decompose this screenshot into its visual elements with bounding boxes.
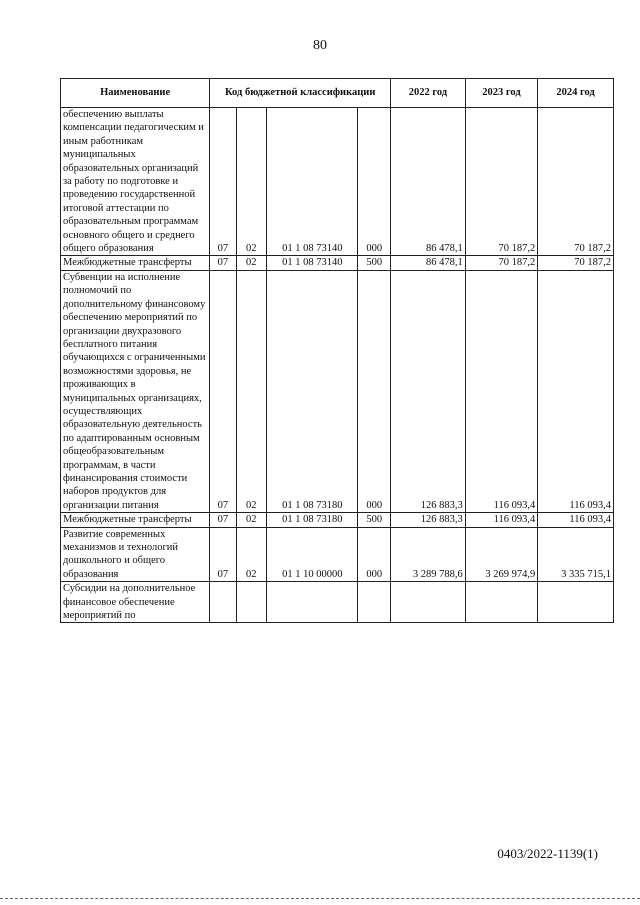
row-value-2024: 116 093,4 [538,270,614,512]
table-row [61,270,614,512]
table-header-row [61,79,614,108]
row-value-2023: 116 093,4 [465,513,538,527]
row-target-article: 01 1 08 73140 [267,256,358,270]
row-subsection: 02 [236,270,266,512]
row-target-article: 01 1 10 00000 [267,527,358,582]
row-value-2023: 70 187,2 [465,108,538,256]
document-registration-code: 0403/2022-1139(1) [497,846,598,861]
row-subsection: 02 [236,513,266,527]
row-name: Субвенции на исполнение полномочий по дополнительному финансовому обеспечению мероприятий по организации двухразового бесплатного питания обучающихся с ограниченными возможностями здоровья, не проживающих в муниципальных организациях, осуществляющих образовательную деятельность по адаптированным основным общеобразовательным программам, в части финансирования стоимости наборов продуктов для организации питания [61,270,210,512]
row-value-2023: 70 187,2 [465,256,538,270]
table-row [61,527,614,582]
row-name: обеспечению выплаты компенсации педагогическим и иным работникам муниципальных образовательных организаций за работу по подготовке и проведению государственной итоговой аттестации по образовательным программам основного общего и среднего общего образования [61,108,210,256]
row-section: 07 [210,513,236,527]
row-section: 07 [210,108,236,256]
row-expense-type: 500 [358,256,391,270]
row-value-2022: 86 478,1 [391,256,466,270]
row-value-2024: 3 335 715,1 [538,527,614,582]
row-expense-type: 000 [358,108,391,256]
row-expense-type: 500 [358,513,391,527]
row-value-2022 [391,582,466,623]
row-value-2024: 70 187,2 [538,256,614,270]
row-section: 07 [210,527,236,582]
row-value-2022: 126 883,3 [391,513,466,527]
header-2024: 2024 год [538,79,614,108]
row-value-2024: 70 187,2 [538,108,614,256]
page-number: 80 [313,38,327,53]
row-target-article: 01 1 08 73180 [267,270,358,512]
row-value-2022: 3 289 788,6 [391,527,466,582]
row-value-2023: 3 269 974,9 [465,527,538,582]
row-expense-type: 000 [358,527,391,582]
row-section: 07 [210,256,236,270]
scan-edge-line [0,898,640,899]
budget-table [60,78,614,623]
row-name: Межбюджетные трансферты [61,513,210,527]
row-subsection: 02 [236,108,266,256]
header-2023: 2023 год [465,79,538,108]
row-subsection: 02 [236,256,266,270]
row-value-2023: 116 093,4 [465,270,538,512]
row-name: Межбюджетные трансферты [61,256,210,270]
row-name: Развитие современных механизмов и технологий дошкольного и общего образования [61,527,210,582]
header-classification: Код бюджетной классификации [210,79,391,108]
row-section [210,582,236,623]
table-row [61,513,614,527]
table-row [61,256,614,270]
row-expense-type: 000 [358,270,391,512]
row-subsection: 02 [236,527,266,582]
row-value-2023 [465,582,538,623]
header-name: Наименование [61,79,210,108]
header-2022: 2022 год [391,79,466,108]
row-expense-type [358,582,391,623]
row-subsection [236,582,266,623]
row-value-2024 [538,582,614,623]
row-target-article: 01 1 08 73140 [267,108,358,256]
row-target-article [267,582,358,623]
row-name: Субсидии на дополнительное финансовое обеспечение мероприятий по [61,582,210,623]
row-value-2022: 86 478,1 [391,108,466,256]
row-value-2024: 116 093,4 [538,513,614,527]
table-row [61,582,614,623]
table-row [61,108,614,256]
row-target-article: 01 1 08 73180 [267,513,358,527]
row-value-2022: 126 883,3 [391,270,466,512]
row-section: 07 [210,270,236,512]
